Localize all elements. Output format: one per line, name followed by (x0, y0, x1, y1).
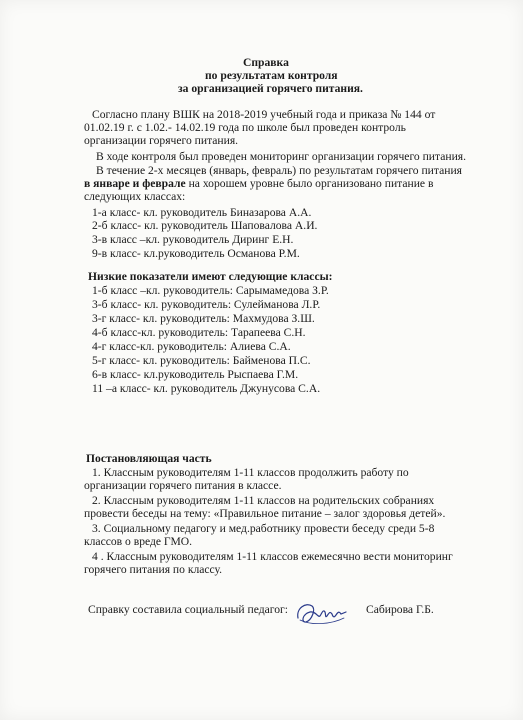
low-class-item: 5-г класс- кл. руководитель: Байменова П.С. (92, 354, 311, 367)
low-class-item: 11 –а класс- кл. руководитель Джунусова С.А. (92, 382, 321, 395)
title-line-3: за организацией горячего питания. (178, 82, 363, 95)
intro-p3-line2 (84, 177, 433, 190)
decision-4-line2: горячего питания по классу. (84, 563, 223, 576)
good-class-item: 3-в класс –кл. руководитель Диринг Е.Н. (92, 233, 294, 246)
decision-3-line1: 3. Социальному педагогу и мед.работнику провести беседу среди 5-8 (92, 522, 435, 535)
low-class-item: 3-г класс- кл. руководитель: Махмудова З.Ш. (92, 312, 315, 325)
intro-p1-line1: Согласно плану ВШК на 2018-2019 учебный года и приказа № 144 от (92, 108, 436, 121)
intro-p3-line2-rest: на хорошем уровне было организовано питание в (185, 177, 434, 190)
decision-2-line2: провести беседы на тему: «Правильное питание – залог здоровья детей». (84, 507, 446, 520)
low-class-item: 4-г класс-кл. руководитель: Алиева С.А. (92, 340, 291, 353)
intro-p1-line3: организации горячего питания. (84, 134, 239, 147)
intro-p3-line1: В течение 2-х месяцев (январь, февраль) по результатам горячего питания (96, 164, 462, 177)
low-class-item: 1-б класс –кл. руководитель: Сарымамедова З.Р. (92, 284, 329, 297)
decision-4-line1: 4 . Классным руководителям 1-11 классов ежемесячно вести мониторинг (92, 550, 453, 563)
low-class-item: 3-б класс- кл. руководитель: Сулейманова Л.Р. (92, 298, 321, 311)
decision-heading: Постановляющая часть (86, 452, 212, 465)
intro-p1-line2: 01.02.19 г. с 1.02.- 14.02.19 года по школе был проведен контроль (84, 121, 406, 134)
decision-1-line2: организации горячего питания в классе. (84, 479, 282, 492)
compiled-by-label: Справку составила социальный педагог: (88, 603, 289, 616)
low-class-item: 4-б класс-кл. руководитель: Тарапеева С.Н. (92, 326, 306, 339)
decision-2-line1: 2. Классным руководителям 1-11 классов на родительских собраниях (92, 494, 435, 507)
decision-3-line2: классов о вреде ГМО. (84, 535, 193, 548)
low-class-item: 6-в класс- кл.руководитель Рыспаева Г.М. (92, 368, 299, 381)
handwritten-signature (292, 596, 350, 630)
title-line-2: по результатам контроля (205, 69, 338, 82)
good-class-item: 2-б класс- кл. руководитель Шаповалова А.И. (92, 219, 318, 232)
good-class-item: 9-в класс- кл.руководитель Османова Р.М. (92, 247, 300, 260)
intro-p2-line1: В ходе контроля был проведен мониторинг организации горячего питания. (96, 150, 467, 163)
decision-1-line1: 1. Классным руководителям 1-11 классов продолжить работу по (92, 466, 409, 479)
intro-p3-line3: следующих классах: (84, 190, 186, 203)
intro-months-bold: в январе и феврале (84, 177, 186, 190)
compiler-name: Сабирова Г.Б. (366, 603, 434, 616)
low-classes-heading: Низкие показатели имеют следующие классы: (88, 270, 333, 283)
title-line-1: Справка (243, 56, 289, 69)
good-class-item: 1-а класс- кл. руководитель Биназарова А.А. (92, 206, 312, 219)
